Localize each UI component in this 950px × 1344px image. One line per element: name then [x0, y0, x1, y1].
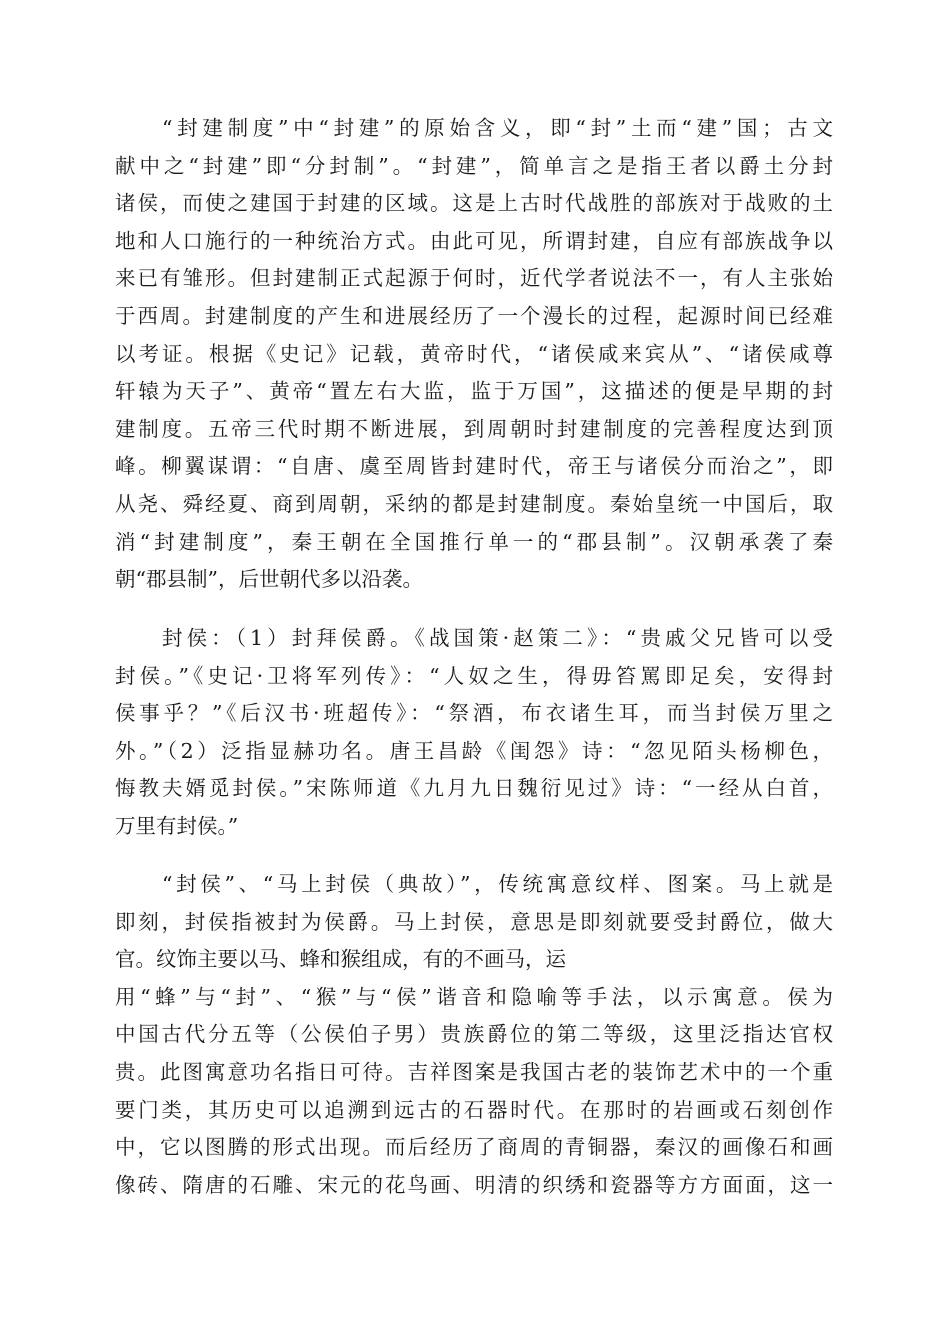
text-line: 即刻，封侯指被封为侯爵。马上封侯，意思是即刻就要受封爵位，做大 [115, 909, 833, 934]
text-line: 像砖、隋唐的石雕、宋元的花鸟画、明清的织绣和瓷器等方方面面，这一 [115, 1172, 833, 1197]
text-line: “封侯”、“马上封侯（典故）”，传统寓意纹样、图案。马上就是 [162, 872, 833, 896]
text-line: 封侯。”《史记·卫将军列传》：“人奴之生，得毋笞罵即足矣，安得封 [115, 663, 833, 688]
text-line: 消“封建制度”，秦王朝在全国推行单一的“郡县制”。汉朝承袭了秦 [115, 529, 833, 554]
text-line: 于西周。封建制度的产生和进展经历了一个漫长的过程，起源时间已经难 [115, 303, 833, 328]
text-line: 封侯：（1）封拜侯爵。《战国策·赵策二》：“贵戚父兄皆可以受 [162, 626, 833, 650]
text-line: 诸侯，而使之建国于封建的区域。这是上古时代战胜的部族对于战败的土 [115, 191, 833, 216]
text-line: 万里有封侯。” [115, 813, 239, 838]
text-line: 来已有雏形。但封建制正式起源于何时，近代学者说法不一，有人主张始 [115, 266, 833, 291]
paragraph-fengjian-origin [115, 110, 833, 599]
text-line: 建制度。五帝三代时期不断进展，到周朝时封建制度的完善程度达到顶 [115, 416, 833, 441]
text-line: 地和人口施行的一种统治方式。由此可见，所谓封建，自应有部族战争以 [115, 228, 833, 253]
text-line: 以考证。根据《史记》记载，黄帝时代，“诸侯咸来宾从”、“诸侯咸尊 [115, 341, 833, 366]
text-line: 用“蜂”与“封”、“猴”与“侯”谐音和隐喻等手法，以示寓意。侯为 [115, 984, 833, 1009]
text-line: 官。纹饰主要以马、蜂和猴组成，有的不画马，运 [115, 947, 566, 972]
text-line: 要门类，其历史可以追溯到远古的石器时代。在那时的岩画或石刻创作 [115, 1097, 833, 1122]
text-line: 轩辕为天子”、黄帝“置左右大监，监于万国”，这描述的便是早期的封 [115, 379, 833, 404]
text-line: 从尧、舜经夏、商到周朝，采纳的都是封建制度。秦始皇统一中国后，取 [115, 491, 833, 516]
text-line: 侯事乎？”《后汉书·班超传》：“祭酒，布衣诸生耳，而当封侯万里之 [115, 701, 833, 726]
text-line: “封建制度”中“封建”的原始含义，即“封”土而“建”国；古文 [162, 116, 833, 140]
text-line: 悔教夫婿觅封侯。”宋陈师道《九月九日魏衍见过》诗：“一经从白首， [115, 776, 833, 801]
text-line: 献中之“封建”即“分封制”。“封建”，简单言之是指王者以爵土分封 [115, 153, 833, 178]
text-line: 中，它以图腾的形式出现。而后经历了商周的青铜器，秦汉的画像石和画 [115, 1135, 833, 1160]
paragraph-fenghou-definition [115, 620, 833, 846]
text-line: 峰。柳翼谋谓：“自唐、虞至周皆封建时代，帝王与诸侯分而治之”，即 [115, 454, 833, 479]
text-line: 中国古代分五等（公侯伯子男）贵族爵位的第二等级，这里泛指达官权 [115, 1022, 833, 1047]
text-line: 朝“郡县制”，后世朝代多以沿袭。 [115, 567, 423, 592]
paragraph-mashang-fenghou [115, 866, 833, 1204]
text-line: 贵。此图寓意功名指日可待。吉祥图案是我国古老的装饰艺术中的一个重 [115, 1059, 833, 1084]
text-line: 外。”（2）泛指显赫功名。唐王昌龄《闺怨》诗：“忽见陌头杨柳色， [115, 738, 833, 763]
